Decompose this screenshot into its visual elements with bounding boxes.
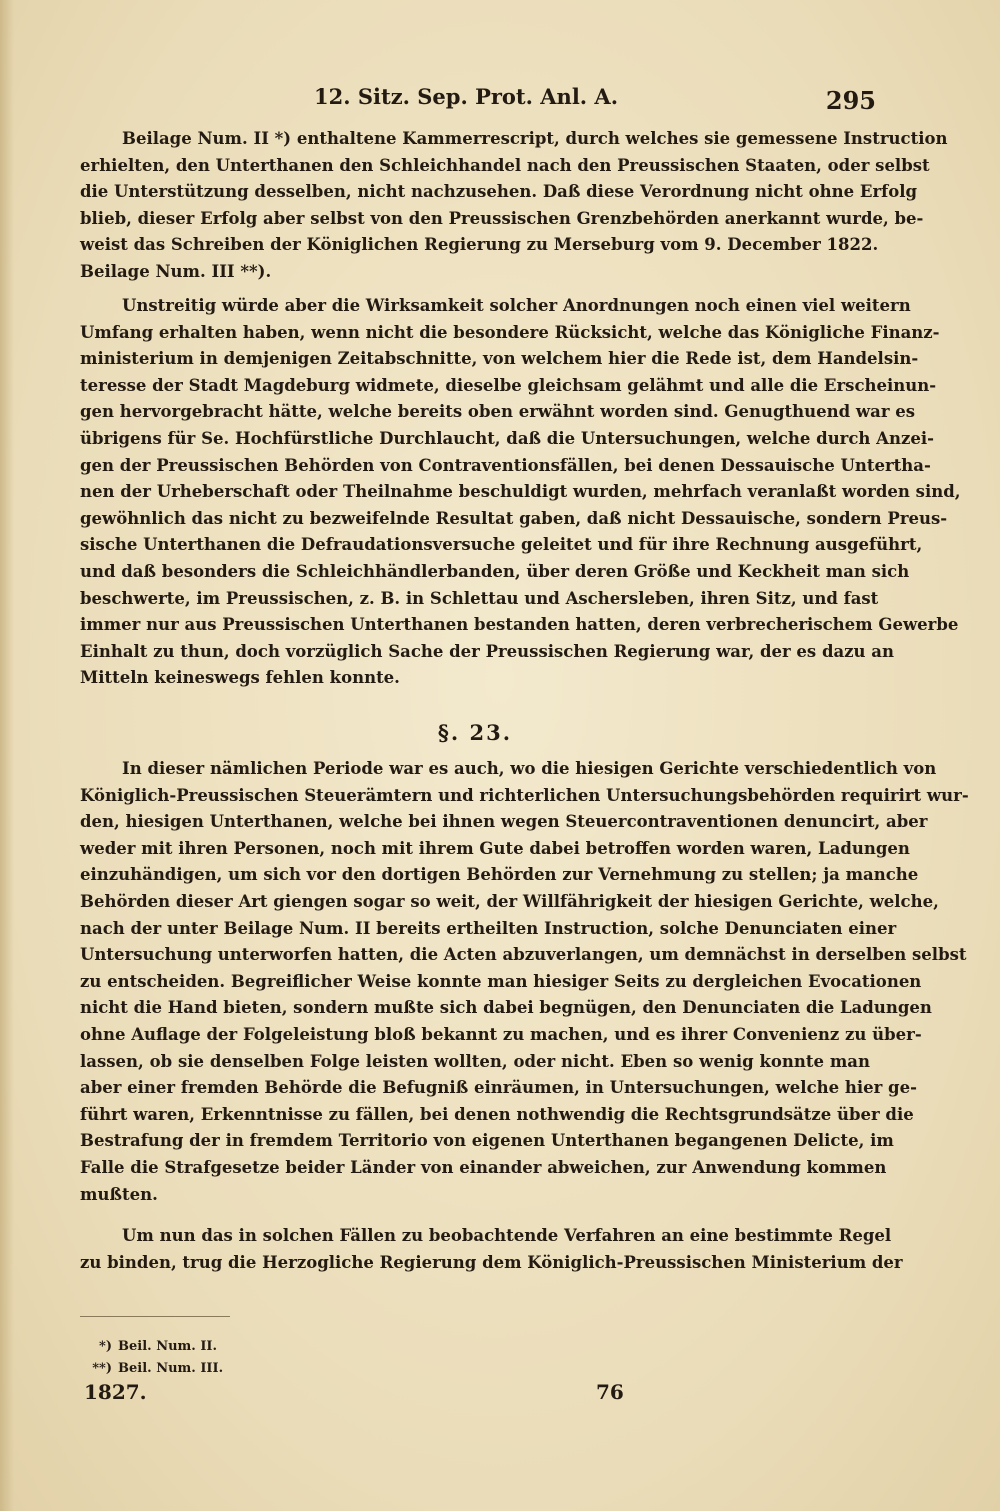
- text-line: aber einer fremden Behörde die Befugniß einräumen, in Untersuchungen, welche hier ge-: [80, 1078, 917, 1098]
- paragraph: [80, 126, 948, 286]
- footnote-text: Beil. Num. II.: [118, 1339, 218, 1354]
- footnote: [86, 1358, 486, 1380]
- text-line: nicht die Hand bieten, sondern mußte sich dabei begnügen, den Denunciaten die Ladungen: [80, 998, 932, 1018]
- page-footer: [84, 1380, 644, 1410]
- text-line: weder mit ihren Personen, noch mit ihrem Gute dabei betroffen worden waren, Ladungen: [80, 838, 910, 858]
- text-line: nen der Urheberschaft oder Theilnahme beschuldigt wurden, mehrfach veranlaßt worden sind,: [80, 482, 961, 502]
- sheet-signature: 76: [596, 1380, 624, 1404]
- text-line: beschwerte, im Preussischen, z. B. in Schlettau und Aschersleben, ihren Sitz, und fast: [80, 588, 879, 608]
- section-heading: §. 23.: [437, 720, 513, 745]
- text-line: Umfang erhalten haben, wenn nicht die besondere Rücksicht, welche das Königliche Finanz-: [80, 322, 940, 342]
- footnote-rule: [80, 1316, 230, 1317]
- text-line: Beilage Num. III **).: [80, 261, 272, 281]
- text-line: immer nur aus Preussischen Unterthanen bestanden hatten, deren verbrecherischem Gewerbe: [80, 615, 959, 635]
- text-line: Königlich-Preussischen Steuerämtern und richterlichen Untersuchungsbehörden requirirt wur-: [80, 785, 969, 805]
- text-line: gen hervorgebracht hätte, welche bereits oben erwähnt worden sind. Genugthuend war es: [80, 402, 916, 422]
- text-line: lassen, ob sie denselben Folge leisten wollten, oder nicht. Eben so wenig konnte man: [80, 1051, 870, 1071]
- footnote-mark: **): [92, 1361, 112, 1376]
- text-line: blieb, dieser Erfolg aber selbst von den Preussischen Grenzbehörden anerkannt wurde, be-: [80, 208, 924, 228]
- text-line: Einhalt zu thun, doch vorzüglich Sache der Preussischen Regierung war, der es dazu an: [80, 641, 894, 661]
- running-head: 12. Sitz. Sep. Prot. Anl. A.: [314, 84, 619, 109]
- text-line: Unstreitig würde aber die Wirksamkeit solcher Anordnungen noch einen viel weitern: [122, 296, 911, 315]
- text-line: teresse der Stadt Magdeburg widmete, dieselbe gleichsam gelähmt und alle die Erscheinun-: [80, 375, 937, 395]
- text-line: Falle die Strafgesetze beider Länder von einander abweichen, zur Anwendung kommen: [80, 1157, 887, 1177]
- text-line: Behörden dieser Art giengen sogar so weit, der Willfährigkeit der hiesigen Gerichte, welche,: [80, 891, 939, 911]
- footnote-mark: *): [99, 1339, 112, 1354]
- text-line: In dieser nämlichen Periode war es auch, wo die hiesigen Gerichte verschiedentlich von: [122, 759, 937, 778]
- text-line: den, hiesigen Unterthanen, welche bei ihnen wegen Steuercontraventionen denuncirt, aber: [80, 812, 928, 832]
- paragraph: [80, 293, 961, 692]
- text-line: einzuhändigen, um sich vor den dortigen Behörden zur Vernehmung zu stellen; ja manche: [80, 865, 919, 885]
- text-line: und daß besonders die Schleichhändlerbanden, über deren Größe und Keckheit man sich: [80, 561, 910, 581]
- text-line: übrigens für Se. Hochfürstliche Durchlaucht, daß die Untersuchungen, welche durch Anzei-: [80, 428, 934, 448]
- page-header: [84, 84, 876, 116]
- text-line: zu entscheiden. Begreiflicher Weise konnte man hiesiger Seits zu dergleichen Evocationen: [80, 971, 922, 991]
- text-line: die Unterstützung desselben, nicht nachzusehen. Daß diese Verordnung nicht ohne Erfolg: [80, 182, 918, 202]
- footnotes: [86, 1336, 486, 1380]
- text-line: ministerium in demjenigen Zeitabschnitte, von welchem hier die Rede ist, dem Handelsin-: [80, 349, 919, 369]
- text-line: zu binden, trug die Herzogliche Regierung dem Königlich-Preussischen Ministerium der: [80, 1252, 903, 1272]
- text-line: führt waren, Erkenntnisse zu fällen, bei denen nothwendig die Rechtsgrundsätze über die: [80, 1104, 914, 1124]
- footnote: [86, 1336, 486, 1358]
- paragraph: [80, 756, 969, 1208]
- text-line: Mitteln keineswegs fehlen konnte.: [80, 668, 400, 688]
- footnote-text: Beil. Num. III.: [118, 1361, 224, 1376]
- text-line: Um nun das in solchen Fällen zu beobachtende Verfahren an eine bestimmte Regel: [122, 1226, 892, 1245]
- text-line: nach der unter Beilage Num. II bereits ertheilten Instruction, solche Denunciaten einer: [80, 918, 897, 938]
- text-line: Untersuchung unterworfen hatten, die Acten abzuverlangen, um demnächst in derselben selbst: [80, 945, 967, 965]
- text-line: erhielten, den Unterthanen den Schleichhandel nach den Preussischen Staaten, oder selbst: [80, 155, 930, 175]
- text-line: weist das Schreiben der Königlichen Regierung zu Merseburg vom 9. December 1822.: [80, 235, 879, 255]
- paragraph: [80, 1223, 903, 1276]
- text-line: gewöhnlich das nicht zu bezweifelnde Resultat gaben, daß nicht Dessauische, sondern Preus-: [80, 508, 948, 528]
- text-line: Bestrafung der in fremdem Territorio von eigenen Unterthanen begangenen Delicte, im: [80, 1131, 894, 1151]
- text-line: sische Unterthanen die Defraudationsversuche geleitet und für ihre Rechnung ausgeführt,: [80, 535, 923, 555]
- text-line: gen der Preussischen Behörden von Contraventionsfällen, bei denen Dessauische Untertha-: [80, 455, 931, 475]
- page-number: 295: [825, 86, 876, 115]
- scan-edge-shadow: [0, 0, 14, 1511]
- year: 1827.: [84, 1380, 147, 1404]
- text-line: mußten.: [80, 1184, 158, 1204]
- text-line: Beilage Num. II *) enthaltene Kammerrescript, durch welches sie gemessene Instruction: [122, 129, 948, 148]
- text-line: ohne Auflage der Folgeleistung bloß bekannt zu machen, und es ihrer Convenienz zu über-: [80, 1024, 922, 1044]
